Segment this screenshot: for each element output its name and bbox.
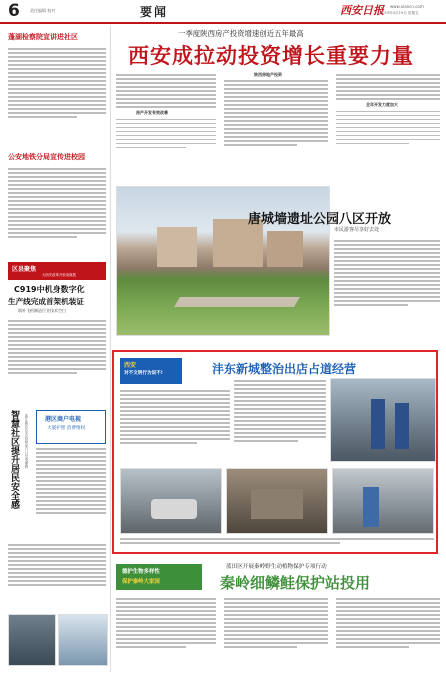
left-title-2: 公安地铁分局宣传进校园 (8, 153, 85, 161)
enforcement-photo-4 (332, 468, 434, 534)
district-badge-title: 区县聚焦 (12, 266, 37, 273)
left-text-block-5 (8, 542, 106, 608)
main-col-1 (116, 72, 216, 182)
date-line: 2019年4月19日 星期五 (380, 11, 419, 15)
newspaper-logo: 西安日报 (340, 4, 384, 17)
left-text-block-1 (8, 46, 106, 146)
district-badge (8, 262, 106, 280)
photo-factory (8, 614, 56, 666)
bottom-col-1 (116, 596, 216, 670)
header-small-text: 责任编辑 校对 (30, 8, 56, 13)
left-title-3-sub: 填补飞机制造行业技术空白 (18, 308, 66, 313)
left-title-3b: 生产线完成首架机装证 (8, 297, 84, 306)
info-box-title: 港区商户电视 (45, 416, 82, 423)
highlight-captions (120, 536, 434, 550)
highlight-col-2 (234, 378, 326, 464)
side-vertical-title (8, 410, 22, 520)
left-text-block-4 (36, 446, 106, 546)
main-kicker: 一季度陕西房产投资增速创近五年最高 (178, 29, 304, 38)
side-title-text: 智慧社区提升居民安全感 (9, 410, 19, 509)
info-box-sub: 大厦护照 消费维权 (47, 426, 86, 431)
path-shape (174, 297, 300, 307)
main-sub-b: 陕西房地产投资 (254, 72, 282, 77)
left-text-block-3 (8, 318, 106, 398)
building-shape-3 (267, 231, 303, 267)
enforcement-photo-3 (226, 468, 328, 534)
highlight-badge-line2: 对不文明行为说不! (124, 371, 163, 376)
vendor-shape (363, 487, 379, 527)
left-text-block-2 (8, 166, 106, 266)
website: www.xiancn.com (390, 4, 424, 9)
main-sub-c: 全年开发力度加大 (366, 102, 398, 108)
officer-shape (371, 399, 385, 449)
info-box (36, 410, 106, 444)
highlight-badge-line1: 西安 (124, 362, 137, 369)
bottom-headline: 秦岭细鳞鲑保护站投用 (220, 574, 371, 592)
officer-shape-2 (395, 403, 409, 449)
building-shape-1 (157, 227, 197, 267)
main-article (116, 26, 440, 184)
main-col-3 (336, 72, 440, 182)
section-title: 要闻 (140, 5, 169, 19)
side-vertical-sub (24, 414, 32, 524)
district-badge-sub: 大西安改革开放成就展 (42, 273, 76, 277)
photo-story-text (334, 238, 440, 334)
left-title-3: C919中机身数字化 (14, 285, 85, 294)
debris-shape (251, 489, 303, 519)
bottom-badge-line1: 德护生物多样性 (122, 569, 160, 575)
enforcement-photo-1 (330, 378, 436, 462)
masthead (0, 0, 446, 24)
photo-story (116, 186, 440, 336)
bottom-story (116, 560, 440, 672)
column-divider (110, 26, 111, 672)
car-shape (151, 499, 197, 519)
photo-monitor (58, 614, 108, 666)
enforcement-photo-2 (120, 468, 222, 534)
bottom-col-3 (336, 596, 440, 670)
highlight-col-1 (120, 388, 230, 464)
left-title-1: 蓬湖检察院宣讲进社区 (8, 33, 78, 41)
main-headline: 西安成拉动投资增长重要力量 (128, 44, 414, 68)
left-column (8, 26, 106, 672)
main-sub-a: 房产开发有效改善 (136, 110, 168, 116)
bottom-badge (116, 564, 202, 590)
main-col-2 (224, 72, 328, 182)
photo-headline: 唐城墙遗址公园八区开放 (248, 212, 392, 227)
bottom-kicker: 蓝田区开展秦岭野生动植物保护专项行动 (226, 564, 327, 570)
bottom-col-2 (224, 596, 328, 670)
side-sub-text: 曲江新区长安区居民家门口享受便利 (24, 414, 28, 469)
bottom-badge-line2: 保护秦岭大家园 (122, 579, 160, 585)
highlight-story (112, 350, 438, 554)
highlight-badge (120, 358, 182, 384)
photo-subhead: 市民游客尽享好去处 (334, 227, 380, 233)
highlight-headline: 沣东新城整治出店占道经营 (212, 362, 357, 376)
page-number: 6 (8, 1, 20, 21)
